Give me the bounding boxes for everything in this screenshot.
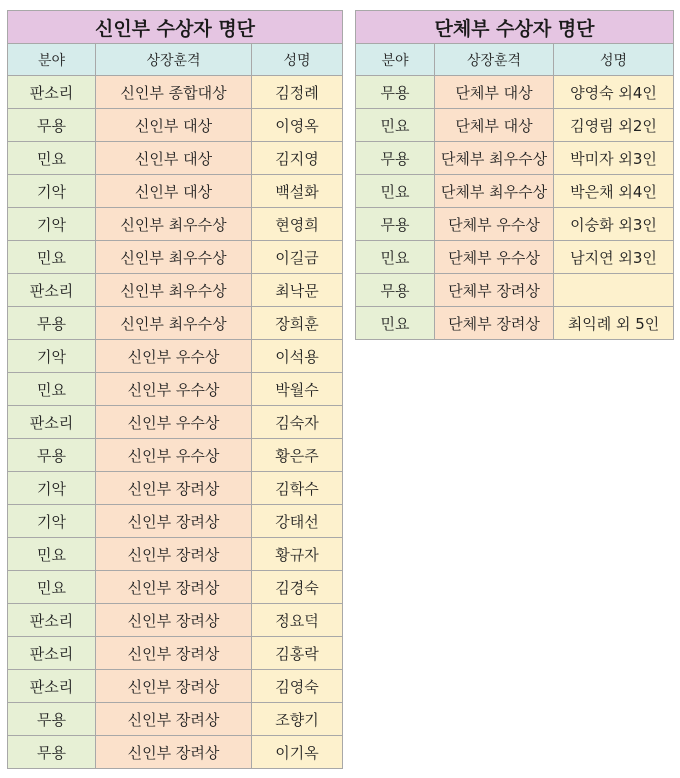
cell-name: 황규자 <box>252 538 343 571</box>
cell-award: 단체부 우수상 <box>435 208 554 241</box>
cell-field: 민요 <box>356 175 435 208</box>
cell-award: 신인부 우수상 <box>96 439 252 472</box>
table-row <box>8 241 343 274</box>
cell-award: 신인부 대상 <box>96 175 252 208</box>
cell-name <box>554 274 674 307</box>
group-awardees-table <box>355 10 674 340</box>
rookie-table-title: 신인부 수상자 명단 <box>8 11 343 44</box>
table-row <box>8 109 343 142</box>
table-row <box>8 340 343 373</box>
cell-name: 황은주 <box>252 439 343 472</box>
cell-award: 단체부 대상 <box>435 76 554 109</box>
cell-field: 기악 <box>8 208 96 241</box>
table-row <box>8 76 343 109</box>
cell-award: 단체부 장려상 <box>435 307 554 340</box>
cell-field: 기악 <box>8 340 96 373</box>
table-row <box>356 175 674 208</box>
column-header-award: 상장훈격 <box>435 44 554 76</box>
cell-name: 이숭화 외3인 <box>554 208 674 241</box>
column-header-field: 분야 <box>356 44 435 76</box>
cell-field: 기악 <box>8 505 96 538</box>
cell-award: 신인부 종합대상 <box>96 76 252 109</box>
cell-award: 신인부 최우수상 <box>96 307 252 340</box>
cell-field: 민요 <box>8 571 96 604</box>
cell-name: 김영숙 <box>252 670 343 703</box>
cell-name: 박은채 외4인 <box>554 175 674 208</box>
cell-field: 판소리 <box>8 670 96 703</box>
cell-field: 판소리 <box>8 604 96 637</box>
cell-field: 민요 <box>8 538 96 571</box>
cell-award: 신인부 장려상 <box>96 703 252 736</box>
cell-field: 무용 <box>8 439 96 472</box>
cell-award: 신인부 최우수상 <box>96 208 252 241</box>
table-row <box>8 175 343 208</box>
rookie-awardees-table <box>7 10 343 769</box>
cell-award: 신인부 최우수상 <box>96 274 252 307</box>
cell-field: 무용 <box>356 274 435 307</box>
table-row <box>8 703 343 736</box>
cell-name: 백설화 <box>252 175 343 208</box>
table-row <box>8 208 343 241</box>
table-row <box>8 307 343 340</box>
cell-name: 이기옥 <box>252 736 343 769</box>
table-row <box>356 76 674 109</box>
cell-field: 기악 <box>8 472 96 505</box>
cell-field: 민요 <box>356 109 435 142</box>
cell-field: 무용 <box>356 208 435 241</box>
cell-award: 신인부 장려상 <box>96 736 252 769</box>
cell-award: 신인부 장려상 <box>96 472 252 505</box>
cell-award: 신인부 장려상 <box>96 670 252 703</box>
cell-name: 장희훈 <box>252 307 343 340</box>
cell-name: 김정례 <box>252 76 343 109</box>
table-row <box>8 274 343 307</box>
cell-award: 신인부 장려상 <box>96 637 252 670</box>
cell-field: 무용 <box>8 703 96 736</box>
cell-name: 김홍락 <box>252 637 343 670</box>
cell-award: 신인부 우수상 <box>96 406 252 439</box>
cell-award: 단체부 장려상 <box>435 274 554 307</box>
table-row <box>8 736 343 769</box>
column-header-field: 분야 <box>8 44 96 76</box>
cell-field: 무용 <box>8 307 96 340</box>
table-row <box>356 307 674 340</box>
group-table-title: 단체부 수상자 명단 <box>356 11 674 44</box>
cell-award: 신인부 최우수상 <box>96 241 252 274</box>
cell-award: 신인부 장려상 <box>96 538 252 571</box>
table-row <box>8 142 343 175</box>
cell-name: 남지연 외3인 <box>554 241 674 274</box>
cell-field: 판소리 <box>8 274 96 307</box>
table-row <box>356 241 674 274</box>
cell-name: 강태선 <box>252 505 343 538</box>
cell-name: 최익례 외 5인 <box>554 307 674 340</box>
cell-field: 무용 <box>8 109 96 142</box>
cell-name: 이길금 <box>252 241 343 274</box>
column-header-name: 성명 <box>252 44 343 76</box>
cell-name: 박미자 외3인 <box>554 142 674 175</box>
cell-field: 기악 <box>8 175 96 208</box>
cell-name: 김지영 <box>252 142 343 175</box>
cell-field: 민요 <box>356 307 435 340</box>
cell-award: 신인부 장려상 <box>96 505 252 538</box>
cell-award: 신인부 장려상 <box>96 571 252 604</box>
cell-field: 판소리 <box>8 406 96 439</box>
cell-field: 판소리 <box>8 637 96 670</box>
cell-award: 신인부 장려상 <box>96 604 252 637</box>
table-row <box>356 208 674 241</box>
cell-name: 현영희 <box>252 208 343 241</box>
column-header-name: 성명 <box>554 44 674 76</box>
table-row <box>356 109 674 142</box>
cell-award: 단체부 최우수상 <box>435 175 554 208</box>
cell-name: 김영림 외2인 <box>554 109 674 142</box>
cell-field: 민요 <box>8 241 96 274</box>
cell-field: 민요 <box>8 142 96 175</box>
cell-name: 양영숙 외4인 <box>554 76 674 109</box>
table-row <box>8 373 343 406</box>
cell-name: 정요덕 <box>252 604 343 637</box>
table-row <box>8 670 343 703</box>
cell-name: 이영옥 <box>252 109 343 142</box>
cell-award: 신인부 대상 <box>96 109 252 142</box>
table-row <box>8 505 343 538</box>
cell-field: 판소리 <box>8 76 96 109</box>
cell-field: 무용 <box>8 736 96 769</box>
cell-award: 신인부 대상 <box>96 142 252 175</box>
table-row <box>8 571 343 604</box>
cell-award: 단체부 우수상 <box>435 241 554 274</box>
cell-name: 최낙문 <box>252 274 343 307</box>
cell-field: 민요 <box>356 241 435 274</box>
cell-name: 김숙자 <box>252 406 343 439</box>
cell-name: 박월수 <box>252 373 343 406</box>
cell-name: 조향기 <box>252 703 343 736</box>
table-row <box>8 604 343 637</box>
cell-name: 김학수 <box>252 472 343 505</box>
cell-name: 이석용 <box>252 340 343 373</box>
table-row <box>8 637 343 670</box>
column-header-award: 상장훈격 <box>96 44 252 76</box>
cell-award: 신인부 우수상 <box>96 373 252 406</box>
table-row <box>356 142 674 175</box>
table-row <box>8 439 343 472</box>
table-row <box>8 538 343 571</box>
cell-award: 단체부 최우수상 <box>435 142 554 175</box>
table-row <box>356 274 674 307</box>
table-row <box>8 472 343 505</box>
cell-award: 단체부 대상 <box>435 109 554 142</box>
table-row <box>8 406 343 439</box>
cell-field: 무용 <box>356 142 435 175</box>
cell-field: 민요 <box>8 373 96 406</box>
cell-award: 신인부 우수상 <box>96 340 252 373</box>
cell-field: 무용 <box>356 76 435 109</box>
cell-name: 김경숙 <box>252 571 343 604</box>
